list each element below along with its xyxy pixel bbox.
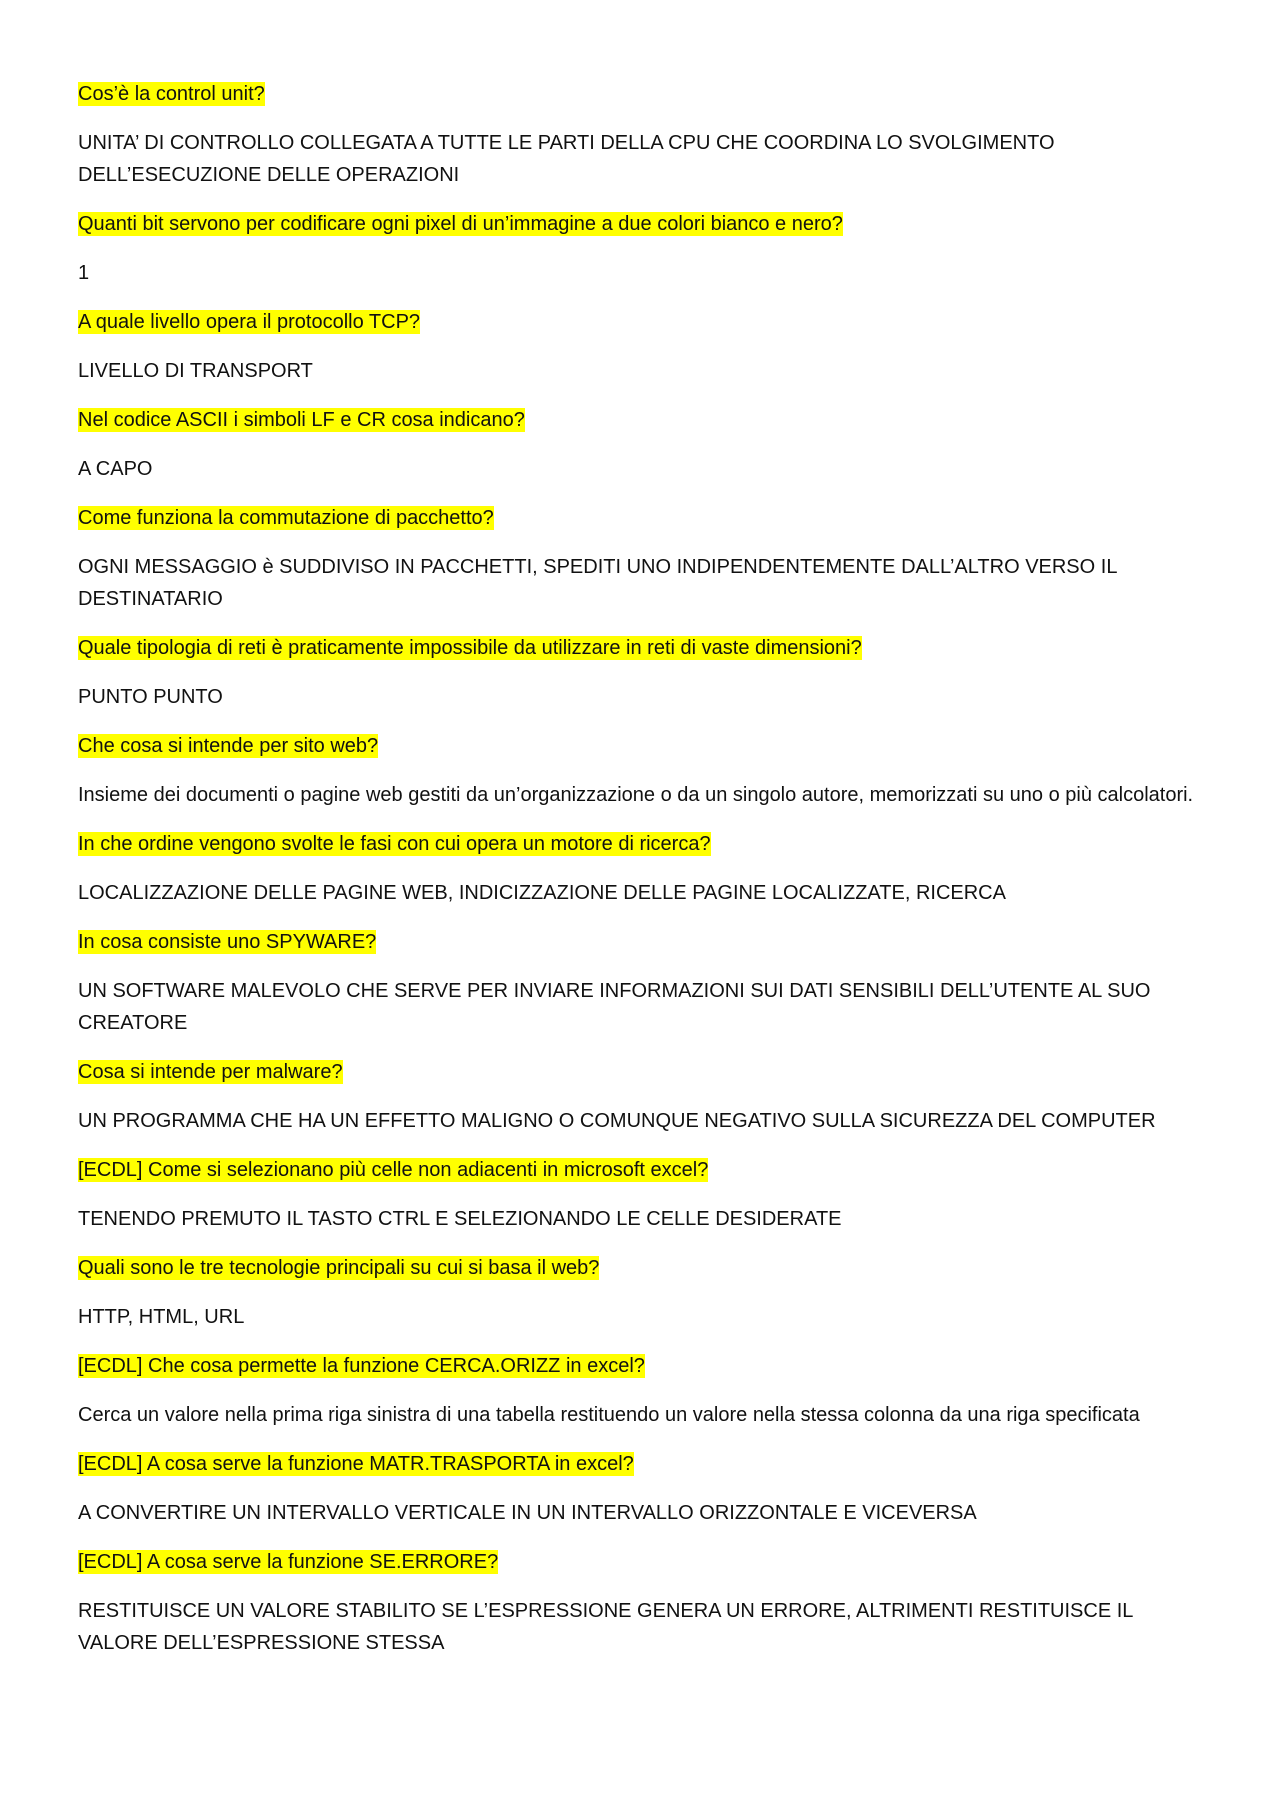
answer: LIVELLO DI TRANSPORT (78, 360, 313, 382)
question (78, 828, 1200, 860)
answer: HTTP, HTML, URL (78, 1306, 245, 1328)
question (78, 730, 1200, 762)
question (78, 306, 1200, 338)
question (78, 1546, 1200, 1578)
question-text: [ECDL] Come si selezionano più celle non adiacenti in microsoft excel? (78, 1159, 709, 1181)
question-text: Nel codice ASCII i simboli LF e CR cosa indicano? (78, 409, 525, 431)
question-text: Quale tipologia di reti è praticamente impossibile da utilizzare in reti di vaste dimensioni? (78, 637, 862, 659)
answer: UN SOFTWARE MALEVOLO CHE SERVE PER INVIARE INFORMAZIONI SUI DATI SENSIBILI DELL’UTENTE AL SUO CREATORE (78, 980, 1151, 1034)
question (78, 1448, 1200, 1480)
question-text: A quale livello opera il protocollo TCP? (78, 311, 421, 333)
question (78, 632, 1200, 664)
question (78, 926, 1200, 958)
answer: 1 (78, 262, 90, 284)
question (78, 1154, 1200, 1186)
answer: UN PROGRAMMA CHE HA UN EFFETTO MALIGNO O COMUNQUE NEGATIVO SULLA SICUREZZA DEL COMPUTER (78, 1110, 1156, 1132)
answer: PUNTO PUNTO (78, 686, 223, 708)
answer: RESTITUISCE UN VALORE STABILITO SE L’ESPRESSIONE GENERA UN ERRORE, ALTRIMENTI RESTITUISCE IL VALORE DELL’ESPRESSIONE STESSA (78, 1600, 1133, 1654)
question-text: Cosa si intende per malware? (78, 1061, 343, 1083)
question-text: [ECDL] A cosa serve la funzione MATR.TRASPORTA in excel? (78, 1453, 634, 1475)
qa-list (78, 78, 1200, 1676)
answer: TENENDO PREMUTO IL TASTO CTRL E SELEZIONANDO LE CELLE DESIDERATE (78, 1208, 842, 1230)
answer: A CONVERTIRE UN INTERVALLO VERTICALE IN UN INTERVALLO ORIZZONTALE E VICEVERSA (78, 1502, 977, 1524)
answer: A CAPO (78, 458, 153, 480)
question (78, 208, 1200, 240)
question-text: In che ordine vengono svolte le fasi con cui opera un motore di ricerca? (78, 833, 711, 855)
question-text: [ECDL] A cosa serve la funzione SE.ERRORE? (78, 1551, 499, 1573)
question (78, 1350, 1200, 1382)
question-text: [ECDL] Che cosa permette la funzione CERCA.ORIZZ in excel? (78, 1355, 645, 1377)
answer: Cerca un valore nella prima riga sinistra di una tabella restituendo un valore nella stessa colonna da una riga specificata (78, 1404, 1140, 1426)
question-text: Cos’è la control unit? (78, 83, 265, 105)
answer: UNITA’ DI CONTROLLO COLLEGATA A TUTTE LE PARTI DELLA CPU CHE COORDINA LO SVOLGIMENTO DELL’ESECUZIONE DELLE OPERAZIONI (78, 132, 1055, 186)
answer: OGNI MESSAGGIO è SUDDIVISO IN PACCHETTI, SPEDITI UNO INDIPENDENTEMENTE DALL’ALTRO VERSO IL DESTINATARIO (78, 556, 1117, 610)
question (78, 78, 1200, 110)
question (78, 1252, 1200, 1284)
question-text: Quanti bit servono per codificare ogni pixel di un’immagine a due colori bianco e nero? (78, 213, 843, 235)
question-text: Come funziona la commutazione di pacchetto? (78, 507, 494, 529)
answer: LOCALIZZAZIONE DELLE PAGINE WEB, INDICIZZAZIONE DELLE PAGINE LOCALIZZATE, RICERCA (78, 882, 1006, 904)
question (78, 1056, 1200, 1088)
question (78, 404, 1200, 436)
answer: Insieme dei documenti o pagine web gestiti da un’organizzazione o da un singolo autore, memorizzati su uno o più calcolatori. (78, 784, 1194, 806)
question (78, 502, 1200, 534)
question-text: Quali sono le tre tecnologie principali su cui si basa il web? (78, 1257, 600, 1279)
question-text: Che cosa si intende per sito web? (78, 735, 379, 757)
question-text: In cosa consiste uno SPYWARE? (78, 931, 377, 953)
